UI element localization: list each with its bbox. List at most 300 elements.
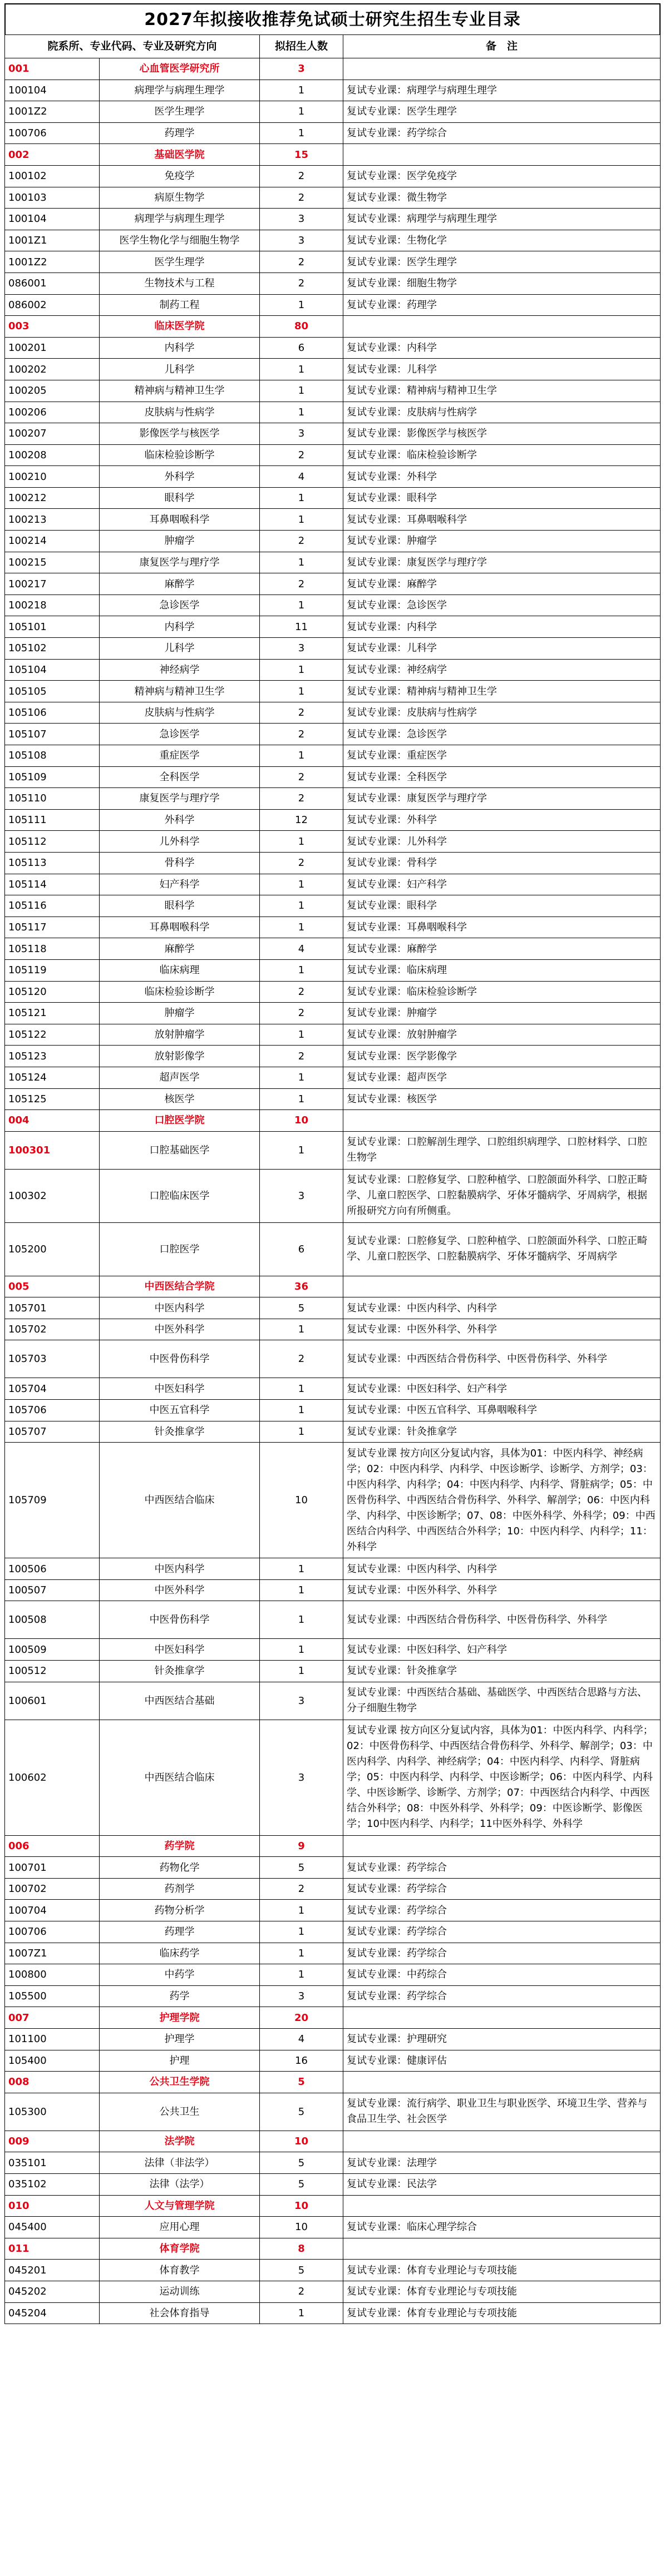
table-row	[5, 1857, 661, 1879]
cell-note: 复试专业课：针灸推拿学	[343, 1421, 661, 1443]
cell-note: 复试专业课：中医妇科学、妇产科学	[343, 1378, 661, 1400]
cell-name: 中医妇科学	[100, 1639, 260, 1661]
cell-note: 复试专业课：急诊医学	[343, 595, 661, 616]
cell-name: 基础医学院	[100, 144, 260, 166]
cell-name: 肿瘤学	[100, 531, 260, 552]
cell-name: 重症医学	[100, 745, 260, 767]
cell-code: 100102	[5, 165, 100, 187]
cell-note: 复试专业课：中医内科学、内科学	[343, 1297, 661, 1319]
cell-count: 1	[260, 359, 343, 380]
cell-code: 100215	[5, 552, 100, 573]
table-row	[5, 2152, 661, 2174]
cell-count: 1	[260, 1921, 343, 1943]
table-row	[5, 2050, 661, 2072]
cell-note: 复试专业课：医学生理学	[343, 251, 661, 273]
cell-note: 复试专业课：临床心理学综合	[343, 2217, 661, 2238]
cell-count: 5	[260, 1297, 343, 1319]
cell-code: 100706	[5, 122, 100, 144]
table-row	[5, 2093, 661, 2131]
cell-name: 中医五官科学	[100, 1400, 260, 1421]
cell-count: 3	[260, 638, 343, 660]
cell-name: 中医内科学	[100, 1297, 260, 1319]
cell-count: 1	[260, 1639, 343, 1661]
cell-count: 1	[260, 1900, 343, 1921]
cell-count: 1	[260, 1579, 343, 1601]
cell-code: 100206	[5, 402, 100, 423]
cell-code: 105107	[5, 724, 100, 745]
cell-note: 复试专业课：口腔解剖生理学、口腔组织病理学、口腔材料学、口腔生物学	[343, 1131, 661, 1169]
table-row	[5, 466, 661, 488]
cell-code: 101100	[5, 2028, 100, 2050]
cell-note: 复试专业课：肿瘤学	[343, 531, 661, 552]
cell-name: 应用心理	[100, 2217, 260, 2238]
cell-code: 010	[5, 2195, 100, 2217]
cell-note: 复试专业课：儿科学	[343, 359, 661, 380]
cell-code: 105113	[5, 852, 100, 874]
cell-note	[343, 1835, 661, 1857]
cell-count: 2	[260, 531, 343, 552]
table-row	[5, 1024, 661, 1046]
cell-note: 复试专业课：中医内科学、内科学	[343, 1558, 661, 1580]
cell-count: 2	[260, 981, 343, 1003]
cell-name: 中医外科学	[100, 1579, 260, 1601]
cell-code: 100302	[5, 1169, 100, 1222]
cell-name: 儿外科学	[100, 831, 260, 853]
table-row	[5, 573, 661, 595]
cell-note: 复试专业课：药学综合	[343, 1985, 661, 2007]
cell-count: 1	[260, 1943, 343, 1964]
cell-code: 035101	[5, 2152, 100, 2174]
cell-code: 105500	[5, 1985, 100, 2007]
cell-count: 1	[260, 1558, 343, 1580]
cell-name: 口腔基础医学	[100, 1131, 260, 1169]
cell-note: 复试专业课：医学生理学	[343, 101, 661, 123]
cell-note: 复试专业课 按方向区分复试内容，具体为01：中医内科学、神经病学；02：中医内科学、内科学、中医诊断学、诊断学、方剂学；03：中医内科学、内科学；04：中医内科学、内科学、肾脏病学；05：中医骨伤科学、中西医结合骨伤科学、外科学、解剖学；06：中医内科学、内科学、中医诊断学；07、08：中医外科学、外科学；09：中西医结合内科学、中西医结合外科学；10：中医内科学、内科学；11：外科学	[343, 1443, 661, 1558]
table-row	[5, 273, 661, 294]
cell-note: 复试专业课：精神病与精神卫生学	[343, 380, 661, 402]
cell-count: 1	[260, 1378, 343, 1400]
cell-count: 3	[260, 209, 343, 230]
cell-name: 内科学	[100, 337, 260, 359]
cell-count: 2	[260, 702, 343, 724]
cell-code: 105114	[5, 874, 100, 895]
cell-count: 5	[260, 1857, 343, 1879]
cell-note: 复试专业课：临床检验诊断学	[343, 981, 661, 1003]
cell-note: 复试专业课：骨科学	[343, 852, 661, 874]
catalog-body	[5, 58, 661, 2324]
cell-name: 制药工程	[100, 294, 260, 316]
page-title: 2027年拟接收推荐免试硕士研究生招生专业目录	[4, 3, 661, 34]
cell-name: 药学	[100, 1985, 260, 2007]
cell-note: 复试专业课：药学综合	[343, 1900, 661, 1921]
table-row	[5, 1558, 661, 1580]
cell-name: 病原生物学	[100, 187, 260, 209]
cell-code: 005	[5, 1276, 100, 1297]
table-row	[5, 1639, 661, 1661]
cell-name: 皮肤病与性病学	[100, 402, 260, 423]
cell-code: 105102	[5, 638, 100, 660]
cell-note	[343, 2072, 661, 2093]
cell-note: 复试专业课：肿瘤学	[343, 1003, 661, 1024]
cell-count: 5	[260, 2072, 343, 2093]
cell-count: 2	[260, 724, 343, 745]
cell-note: 复试专业课：核医学	[343, 1088, 661, 1110]
cell-note: 复试专业课：医学免疫学	[343, 165, 661, 187]
table-row	[5, 724, 661, 745]
cell-note: 复试专业课：法理学	[343, 2152, 661, 2174]
cell-count: 2	[260, 852, 343, 874]
cell-note: 复试专业课：生物化学	[343, 230, 661, 251]
cell-name: 临床病理	[100, 959, 260, 981]
cell-count: 3	[260, 1985, 343, 2007]
cell-code: 100201	[5, 337, 100, 359]
cell-note: 复试专业课：微生物学	[343, 187, 661, 209]
table-row	[5, 1421, 661, 1443]
table-row	[5, 209, 661, 230]
table-row	[5, 1378, 661, 1400]
cell-note	[343, 144, 661, 166]
cell-note: 复试专业课：外科学	[343, 809, 661, 831]
cell-note: 复试专业课：医学影像学	[343, 1046, 661, 1067]
cell-code: 004	[5, 1110, 100, 1132]
cell-note	[343, 1276, 661, 1297]
cell-count: 80	[260, 316, 343, 338]
table-row	[5, 1943, 661, 1964]
cell-code: 105706	[5, 1400, 100, 1421]
table-row	[5, 2028, 661, 2050]
table-row	[5, 531, 661, 552]
cell-name: 法律（法学）	[100, 2173, 260, 2195]
cell-count: 1	[260, 1319, 343, 1340]
cell-name: 中药学	[100, 1964, 260, 1986]
department-row	[5, 2131, 661, 2152]
cell-note: 复试专业课：药学综合	[343, 1943, 661, 1964]
cell-name: 医学生理学	[100, 101, 260, 123]
cell-name: 神经病学	[100, 659, 260, 681]
cell-name: 病理学与病理生理学	[100, 209, 260, 230]
table-row	[5, 616, 661, 638]
table-row	[5, 487, 661, 509]
cell-code: 100301	[5, 1131, 100, 1169]
cell-count: 1	[260, 1067, 343, 1088]
cell-code: 105702	[5, 1319, 100, 1340]
cell-count: 2	[260, 766, 343, 788]
cell-code: 105116	[5, 895, 100, 917]
table-row	[5, 1985, 661, 2007]
cell-name: 临床医学院	[100, 316, 260, 338]
cell-count: 10	[260, 2217, 343, 2238]
table-row	[5, 423, 661, 445]
table-row	[5, 1661, 661, 1682]
cell-note: 复试专业课：护理研究	[343, 2028, 661, 2050]
cell-code: 100202	[5, 359, 100, 380]
cell-count: 16	[260, 2050, 343, 2072]
cell-name: 中医妇科学	[100, 1378, 260, 1400]
cell-count: 1	[260, 1088, 343, 1110]
cell-name: 药剂学	[100, 1878, 260, 1900]
table-row	[5, 1878, 661, 1900]
table-row	[5, 552, 661, 573]
cell-name: 外科学	[100, 809, 260, 831]
cell-name: 针灸推拿学	[100, 1661, 260, 1682]
cell-code: 105118	[5, 938, 100, 960]
cell-note: 复试专业课：眼科学	[343, 487, 661, 509]
cell-count: 2	[260, 1046, 343, 1067]
cell-note: 复试专业课：麻醉学	[343, 573, 661, 595]
cell-name: 中西医结合学院	[100, 1276, 260, 1297]
table-row	[5, 681, 661, 702]
table-row	[5, 1088, 661, 1110]
table-row	[5, 2281, 661, 2302]
cell-name: 口腔医学院	[100, 1110, 260, 1132]
table-row	[5, 359, 661, 380]
cell-count: 3	[260, 1169, 343, 1222]
cell-count: 3	[260, 423, 343, 445]
cell-count: 1	[260, 874, 343, 895]
cell-count: 1	[260, 552, 343, 573]
cell-code: 006	[5, 1835, 100, 1857]
cell-code: 105200	[5, 1222, 100, 1276]
cell-name: 中西医结合基础	[100, 1682, 260, 1720]
cell-code: 100214	[5, 531, 100, 552]
cell-count: 1	[260, 1964, 343, 1986]
cell-code: 100103	[5, 187, 100, 209]
cell-note: 复试专业课：内科学	[343, 616, 661, 638]
cell-code: 100217	[5, 573, 100, 595]
cell-name: 药学院	[100, 1835, 260, 1857]
cell-code: 105707	[5, 1421, 100, 1443]
cell-code: 105122	[5, 1024, 100, 1046]
table-row	[5, 380, 661, 402]
cell-name: 中医骨伤科学	[100, 1601, 260, 1639]
department-row	[5, 2007, 661, 2029]
table-row	[5, 938, 661, 960]
cell-note: 复试专业课：中西医结合基础、基础医学、中西医结合思路与方法、分子细胞生物学	[343, 1682, 661, 1720]
cell-name: 骨科学	[100, 852, 260, 874]
cell-count: 1	[260, 959, 343, 981]
cell-count: 3	[260, 58, 343, 80]
department-row	[5, 1276, 661, 1297]
cell-name: 眼科学	[100, 487, 260, 509]
cell-note: 复试专业课：超声医学	[343, 1067, 661, 1088]
cell-count: 2	[260, 273, 343, 294]
cell-note: 复试专业课：康复医学与理疗学	[343, 788, 661, 810]
cell-code: 100104	[5, 80, 100, 101]
cell-note: 复试专业课：皮肤病与性病学	[343, 402, 661, 423]
cell-name: 精神病与精神卫生学	[100, 380, 260, 402]
cell-code: 100218	[5, 595, 100, 616]
cell-note: 复试专业课：中药综合	[343, 1964, 661, 1986]
cell-count: 2	[260, 165, 343, 187]
cell-code: 105104	[5, 659, 100, 681]
cell-count: 36	[260, 1276, 343, 1297]
cell-code: 105108	[5, 745, 100, 767]
cell-name: 生物技术与工程	[100, 273, 260, 294]
cell-note: 复试专业课：内科学	[343, 337, 661, 359]
cell-count: 1	[260, 1400, 343, 1421]
cell-code: 100800	[5, 1964, 100, 1986]
cell-count: 1	[260, 80, 343, 101]
cell-code: 1001Z1	[5, 230, 100, 251]
cell-count: 6	[260, 337, 343, 359]
cell-count: 6	[260, 1222, 343, 1276]
header-note: 备 注	[343, 35, 661, 58]
table-row	[5, 294, 661, 316]
cell-name: 体育教学	[100, 2260, 260, 2281]
cell-code: 100205	[5, 380, 100, 402]
cell-note: 复试专业课：体育专业理论与专项技能	[343, 2281, 661, 2302]
cell-code: 100507	[5, 1579, 100, 1601]
cell-note: 复试专业课：麻醉学	[343, 938, 661, 960]
cell-name: 放射肿瘤学	[100, 1024, 260, 1046]
cell-note: 复试专业课：药学综合	[343, 1921, 661, 1943]
cell-note: 复试专业课：中医外科学、外科学	[343, 1319, 661, 1340]
cell-count: 1	[260, 294, 343, 316]
table-row	[5, 1003, 661, 1024]
cell-note	[343, 58, 661, 80]
cell-name: 耳鼻咽喉科学	[100, 917, 260, 938]
cell-code: 100602	[5, 1720, 100, 1835]
cell-count: 1	[260, 1024, 343, 1046]
cell-note: 复试专业课：全科医学	[343, 766, 661, 788]
cell-code: 105300	[5, 2093, 100, 2131]
table-row	[5, 2217, 661, 2238]
table-row	[5, 165, 661, 187]
cell-name: 内科学	[100, 616, 260, 638]
table-row	[5, 1067, 661, 1088]
table-row	[5, 809, 661, 831]
cell-code: 100512	[5, 1661, 100, 1682]
header-dept: 院系所、专业代码、专业及研究方向	[5, 35, 260, 58]
cell-note: 复试专业课：细胞生物学	[343, 273, 661, 294]
cell-note	[343, 2007, 661, 2029]
cell-count: 1	[260, 509, 343, 531]
cell-code: 105125	[5, 1088, 100, 1110]
cell-name: 急诊医学	[100, 724, 260, 745]
cell-note: 复试专业课：针灸推拿学	[343, 1661, 661, 1682]
cell-count: 1	[260, 122, 343, 144]
cell-code: 100701	[5, 1857, 100, 1879]
cell-code: 105119	[5, 959, 100, 981]
cell-note: 复试专业课：康复医学与理疗学	[343, 552, 661, 573]
cell-name: 肿瘤学	[100, 1003, 260, 1024]
cell-note: 复试专业课：药学综合	[343, 1857, 661, 1879]
cell-count: 2	[260, 2281, 343, 2302]
table-row	[5, 1720, 661, 1835]
cell-note: 复试专业课：药学综合	[343, 1878, 661, 1900]
table-row	[5, 788, 661, 810]
table-row	[5, 1682, 661, 1720]
table-row	[5, 831, 661, 853]
cell-name: 中医骨伤科学	[100, 1340, 260, 1378]
cell-count: 1	[260, 831, 343, 853]
cell-count: 5	[260, 2260, 343, 2281]
cell-code: 105120	[5, 981, 100, 1003]
cell-name: 儿科学	[100, 638, 260, 660]
cell-count: 1	[260, 2302, 343, 2324]
table-row	[5, 1443, 661, 1558]
cell-code: 105101	[5, 616, 100, 638]
cell-name: 临床检验诊断学	[100, 981, 260, 1003]
cell-count: 2	[260, 788, 343, 810]
table-row	[5, 1131, 661, 1169]
table-row	[5, 702, 661, 724]
cell-note: 复试专业课：体育专业理论与专项技能	[343, 2302, 661, 2324]
cell-note: 复试专业课：重症医学	[343, 745, 661, 767]
cell-name: 药物分析学	[100, 1900, 260, 1921]
cell-count: 15	[260, 144, 343, 166]
cell-note: 复试专业课：急诊医学	[343, 724, 661, 745]
cell-note: 复试专业课 按方向区分复试内容，具体为01：中医内科学、内科学；02：中医骨伤科学、中西医结合骨伤科学、外科学、解剖学；03：中医内科学、内科学、神经病学；04：中医内科学、内科学、肾脏病学；05：中医内科学、内科学、中医诊断学；06：中医内科学、内科学、中医诊断学、诊断学、方剂学；07：中西医结合内科学、中西医结合外科学；08：中医外科学、外科学；09：中医诊断学、影像医学；10中医内科学、内科学；11中医外科学、外科学	[343, 1720, 661, 1835]
cell-count: 3	[260, 1682, 343, 1720]
cell-note: 复试专业课：病理学与病理生理学	[343, 80, 661, 101]
table-row	[5, 1297, 661, 1319]
cell-note: 复试专业课：中西医结合骨伤科学、中医骨伤科学、外科学	[343, 1601, 661, 1639]
table-row	[5, 2173, 661, 2195]
cell-name: 运动训练	[100, 2281, 260, 2302]
cell-note: 复试专业课：口腔修复学、口腔种植学、口腔颌面外科学、口腔正畸学、儿童口腔医学、口腔黏膜病学、牙体牙髓病学、牙周病学	[343, 1222, 661, 1276]
cell-count: 1	[260, 681, 343, 702]
cell-count: 1	[260, 595, 343, 616]
cell-code: 105117	[5, 917, 100, 938]
cell-note: 复试专业课：中医五官科学、耳鼻咽喉科学	[343, 1400, 661, 1421]
department-row	[5, 1110, 661, 1132]
cell-code: 105106	[5, 702, 100, 724]
cell-code: 008	[5, 2072, 100, 2093]
cell-name: 法学院	[100, 2131, 260, 2152]
cell-count: 2	[260, 573, 343, 595]
table-row	[5, 2260, 661, 2281]
cell-count: 5	[260, 2152, 343, 2174]
cell-name: 外科学	[100, 466, 260, 488]
cell-code: 007	[5, 2007, 100, 2029]
cell-name: 儿科学	[100, 359, 260, 380]
cell-note: 复试专业课：妇产科学	[343, 874, 661, 895]
cell-note: 复试专业课：口腔修复学、口腔种植学、口腔颌面外科学、口腔正畸学、儿童口腔医学、口腔黏膜病学、牙体牙髓病学、牙周病学，根据所报研究方向有所侧重。	[343, 1169, 661, 1222]
cell-code: 1001Z2	[5, 251, 100, 273]
cell-code: 105400	[5, 2050, 100, 2072]
cell-count: 1	[260, 101, 343, 123]
table-row	[5, 402, 661, 423]
department-row	[5, 2195, 661, 2217]
table-row	[5, 337, 661, 359]
cell-count: 11	[260, 616, 343, 638]
table-row	[5, 251, 661, 273]
cell-name: 口腔临床医学	[100, 1169, 260, 1222]
cell-code: 100706	[5, 1921, 100, 1943]
table-row	[5, 917, 661, 938]
cell-name: 法律（非法学）	[100, 2152, 260, 2174]
cell-code: 105111	[5, 809, 100, 831]
table-row	[5, 1601, 661, 1639]
cell-code: 045204	[5, 2302, 100, 2324]
cell-count: 1	[260, 745, 343, 767]
table-row	[5, 766, 661, 788]
cell-name: 临床检验诊断学	[100, 444, 260, 466]
cell-count: 4	[260, 2028, 343, 2050]
table-row	[5, 444, 661, 466]
cell-name: 体育学院	[100, 2238, 260, 2260]
table-row	[5, 638, 661, 660]
cell-note: 复试专业课：影像医学与核医学	[343, 423, 661, 445]
cell-count: 2	[260, 1340, 343, 1378]
cell-code: 105124	[5, 1067, 100, 1088]
cell-note	[343, 316, 661, 338]
cell-code: 086002	[5, 294, 100, 316]
table-row	[5, 959, 661, 981]
cell-note: 复试专业课：精神病与精神卫生学	[343, 681, 661, 702]
cell-name: 药物化学	[100, 1857, 260, 1879]
